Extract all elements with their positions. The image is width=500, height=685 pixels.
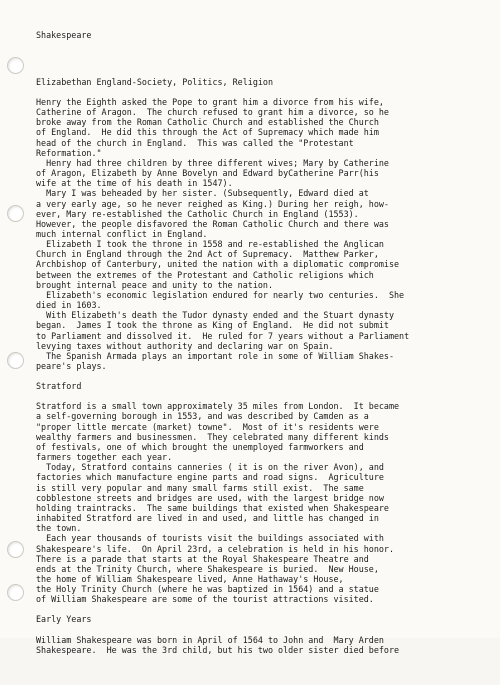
punch-hole bbox=[7, 205, 24, 222]
punch-hole bbox=[7, 352, 24, 369]
document-section bbox=[36, 614, 492, 654]
paragraph: William Shakespeare was born in April of 1564 to John and Mary Arden Shakespeare. He was the 3rd child, but his two older sister died before bbox=[36, 634, 400, 655]
punch-hole bbox=[7, 584, 24, 601]
paragraph: Henry had three children by three different wives; Mary by Catherine of Aragon, Elizabeth by Anne Bovelyn and Edward byCatherine Parr(his wife at the time of his death in 1547). bbox=[36, 157, 389, 189]
document-body bbox=[36, 10, 492, 685]
punch-hole bbox=[7, 57, 24, 74]
paragraph: With Elizabeth's death the Tudor dynasty ended and the Stuart dynasty began. James I took the throne as King of England. He did not submit to Parliament and dissolved it. He ruled for 7 years without a Parliament levying taxes without authority and declaring war on Spain. bbox=[36, 310, 410, 351]
paragraph: Elizabeth I took the throne in 1558 and re-established the Anglican Church in England through the 2nd Act of Supremacy. Matthew Parker, Archbishop of Canterbury, united the nation with a diplomatic compromise between the extremes of the Protestant and Catholic religions which brought internal peace and unity to the nation. bbox=[36, 239, 400, 290]
section-heading: Elizabethan England-Society, Politics, Religion bbox=[36, 76, 273, 87]
section-heading: Early Years bbox=[36, 614, 92, 625]
paragraph: Mary I was beheaded by her sister. (Subsequently, Edward died at a very early age, so he never reighed as King.) During her reigh, how- ever, Mary re-established the Catholic Church in England (1553). However, the people disfavored the Roman Catholic Church and there was much internal conflict in England. bbox=[36, 188, 389, 239]
running-header: Shakespeare bbox=[36, 30, 92, 41]
section-heading: Stratford bbox=[36, 381, 82, 392]
document-section bbox=[36, 381, 492, 604]
paragraph: Elizabeth's economic legislation endured for nearly two centuries. She died in 1603. bbox=[36, 289, 405, 311]
sections-container bbox=[36, 77, 492, 655]
paragraph: The Spanish Armada plays an important role in some of William Shakes- peare's plays. bbox=[36, 350, 394, 371]
document-section bbox=[36, 77, 492, 371]
paragraph: Each year thousands of tourists visit the buildings associated with Shakespeare's life. On April 23rd, a celebration is held in his honor. There is a parade that starts at the Royal Shakespeare Theatre and ends at the Trinity Church, where Shakespeare is buried. New House, the home of William Shakespeare lived, Anne Hathaway's House, the Holy Trinity Church (where he was baptized in 1564) and a statue of William Shakespeare are some of the tourist attractions visited. bbox=[36, 533, 394, 605]
paragraph: Today, Stratford contains canneries ( it is on the river Avon), and factories which manufacture engine parts and road signs. Agriculture is still very popular and many small farms still exist. The same cobblestone streets and bridges are used, with the largest bridge now holding traintracks. The same buildings that existed when Shakespeare inhabited Stratford are lived in and used, and little has changed in the town. bbox=[36, 462, 389, 534]
paragraph: Henry the Eighth asked the Pope to grant him a divorce from his wife, Catherine of Aragon. The church refused to grant him a divorce, so he broke away from the Roman Catholic Church and established the Church of England. He did this through the Act of Supremacy which made him head of the church in England. This was called the "Protestant Reformation." bbox=[36, 96, 389, 158]
paragraph: Stratford is a small town approximately 35 miles from London. It became a self-governing borough in 1553, and was described by Camden as a "proper little mercate (market) towne". Most of it's residents were wealthy farmers and businessmen. They celebrated many different kinds of festivals, one of which brought the unemployed farmworkers and farmers together each year. bbox=[36, 401, 400, 463]
punch-hole bbox=[7, 541, 24, 558]
